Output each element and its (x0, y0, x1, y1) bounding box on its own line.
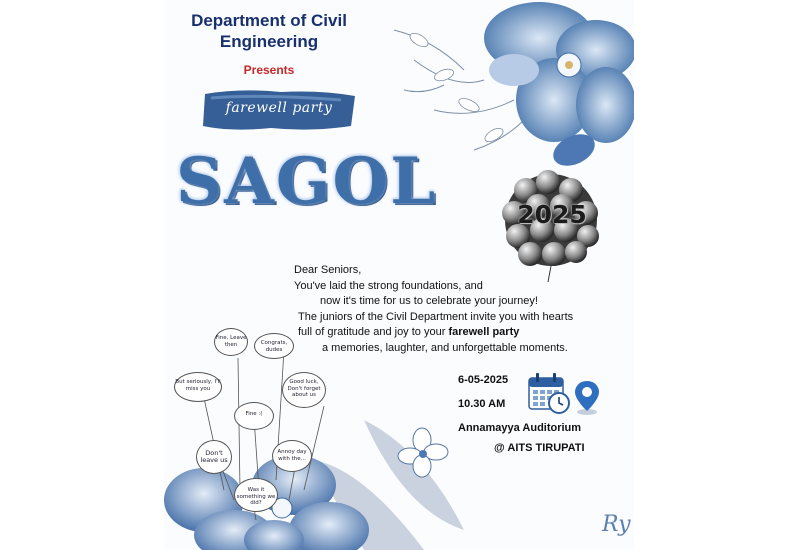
artist-signature: Ry (602, 512, 631, 537)
message-line: The juniors of the Civil Department invite you with hearts (298, 310, 574, 323)
clock-icon (548, 392, 570, 414)
presents-label: Presents (243, 63, 295, 77)
farewell-poster (164, 0, 634, 550)
banner-text: farewell party (225, 100, 333, 116)
location-pin-icon (574, 380, 600, 416)
message-line: a memories, laughter, and unforgettable moments. (322, 341, 568, 354)
department-title: Department of Civil Engineering (191, 11, 347, 51)
event-title: SAGOL (176, 144, 438, 219)
event-date: 6-05-2025 (458, 374, 509, 386)
note-bubble: Fine :( (234, 402, 274, 430)
greeting: Dear Seniors, (294, 264, 362, 276)
farewell-party-emphasis: farewell party (448, 326, 520, 338)
message-line: now it's time for us to celebrate your journey! (320, 295, 538, 307)
invitation-message (294, 263, 634, 356)
note-bubble: Annoy day with the... (272, 440, 312, 472)
event-time: 10.30 AM (458, 398, 506, 410)
message-line (294, 325, 634, 341)
message-line: You've laid the strong foundations, and (294, 279, 483, 292)
event-location: @ AITS TIRUPATI (494, 442, 585, 454)
note-bubble: Was it something we did? (234, 478, 278, 512)
note-bubble: Congrats, dudes (254, 333, 294, 359)
note-bubble: Good luck, Don't forget about us (282, 372, 326, 408)
note-bubble: Fine, Leave then (214, 328, 248, 356)
note-bubble: Don't leave us (196, 440, 232, 474)
note-bubble: But seriously, I'll miss you (174, 372, 222, 402)
message-line-text: full of gratitude and joy to your (298, 326, 449, 338)
balloon-year: 2025 (517, 200, 587, 229)
event-venue: Annamayya Auditorium (458, 422, 582, 434)
